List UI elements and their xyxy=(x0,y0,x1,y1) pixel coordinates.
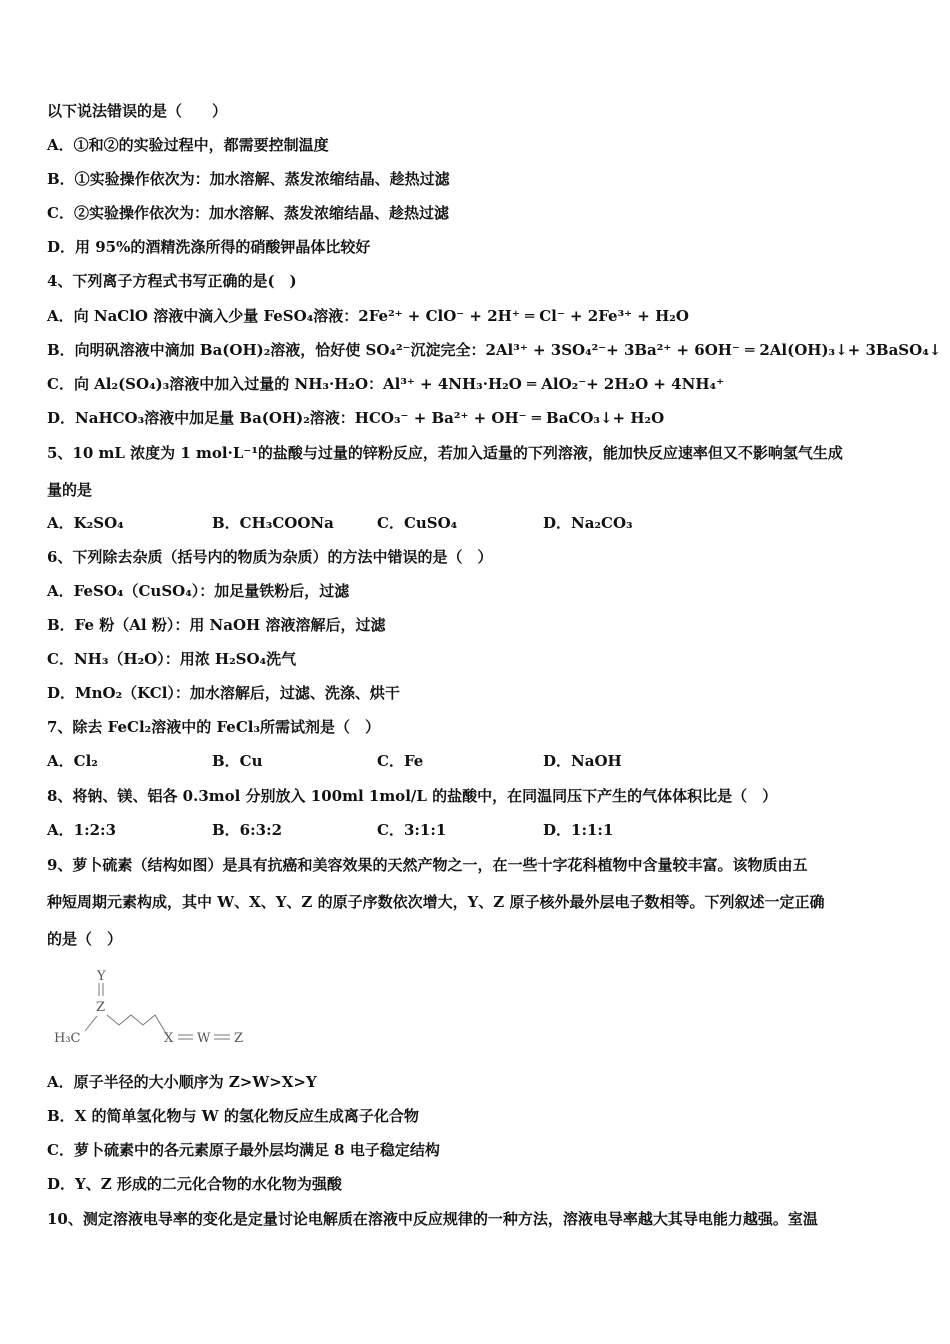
q4-option-c: C．向 Al₂(SO₄)₃溶液中加入过量的 NH₃·H₂O：Al³⁺ + 4NH₃·H₂O ═ AlO₂⁻+ 2H₂O + 4NH₄⁺ xyxy=(47,375,724,393)
q3-stem: 以下说法错误的是（ ） xyxy=(47,102,228,120)
q3-option-d: D．用 95%的酒精洗涤所得的硝酸钾晶体比较好 xyxy=(47,238,371,256)
q4-option-b: B．向明矾溶液中滴加 Ba(OH)₂溶液，恰好使 SO₄²⁻沉淀完全：2Al³⁺ + 3SO₄²⁻+ 3Ba²⁺ + 6OH⁻ ═ 2Al(OH)₃↓+ 3BaSO₄↓ xyxy=(47,341,942,359)
q3-option-b: B．①实验操作依次为：加水溶解、蒸发浓缩结晶、趁热过滤 xyxy=(47,170,450,188)
q5-option-a: A．K₂SO₄ xyxy=(47,514,124,532)
atom-y-label: Y xyxy=(97,969,106,984)
q6-option-d: D．MnO₂（KCl）：加水溶解后，过滤、洗涤、烘干 xyxy=(47,684,400,702)
q7-stem: 7、除去 FeCl₂溶液中的 FeCl₃所需试剂是（ ） xyxy=(47,718,381,736)
q9-option-d: D．Y、Z 形成的二元化合物的水化物为强酸 xyxy=(47,1175,342,1193)
q8-option-c: C．3:1:1 xyxy=(377,821,447,839)
q5-option-b: B．CH₃COONa xyxy=(212,514,334,532)
q8-option-d: D．1:1:1 xyxy=(543,821,614,839)
q5-option-d: D．Na₂CO₃ xyxy=(543,514,633,532)
q5-stem-line1: 5、10 mL 浓度为 1 mol·L⁻¹的盐酸与过量的锌粉反应，若加入适量的下列溶液，能加快反应速率但又不影响氢气生成 xyxy=(47,444,843,462)
q7-option-c: C．Fe xyxy=(377,752,424,770)
q6-option-b: B．Fe 粉（Al 粉）：用 NaOH 溶液溶解后，过滤 xyxy=(47,616,386,634)
q4-option-d: D．NaHCO₃溶液中加足量 Ba(OH)₂溶液：HCO₃⁻ + Ba²⁺ + OH⁻ ═ BaCO₃↓+ H₂O xyxy=(47,409,665,427)
q8-option-a: A．1:2:3 xyxy=(47,821,117,839)
sulforaphane-structure-figure xyxy=(52,963,262,1053)
q9-stem-line2: 种短周期元素构成，其中 W、X、Y、Z 的原子序数依次增大，Y、Z 原子核外最外层电子数相等。下列叙述一定正确 xyxy=(47,893,825,911)
carbon-chain xyxy=(107,1015,167,1035)
atom-z-label: Z xyxy=(96,1000,106,1015)
q3-option-a: A．①和②的实验过程中，都需要控制温度 xyxy=(47,136,329,154)
atom-w-label: W xyxy=(197,1031,211,1046)
q4-stem: 4、下列离子方程式书写正确的是( ) xyxy=(47,272,297,290)
q5-stem-line2: 量的是 xyxy=(47,481,93,499)
q5-option-c: C．CuSO₄ xyxy=(377,514,458,532)
q7-option-a: A．Cl₂ xyxy=(47,752,98,770)
q9-option-b: B．X 的简单氢化物与 W 的氢化物反应生成离子化合物 xyxy=(47,1107,419,1125)
q10-stem: 10、测定溶液电导率的变化是定量讨论电解质在溶液中反应规律的一种方法，溶液电导率越大其导电能力越强。室温 xyxy=(47,1210,818,1228)
q6-stem: 6、下列除去杂质（括号内的物质为杂质）的方法中错误的是（ ） xyxy=(47,548,493,566)
q7-option-d: D．NaOH xyxy=(543,752,622,770)
q7-option-b: B．Cu xyxy=(212,752,263,770)
q6-option-a: A．FeSO₄（CuSO₄）：加足量铁粉后，过滤 xyxy=(47,582,350,600)
q9-option-c: C．萝卜硫素中的各元素原子最外层均满足 8 电子稳定结构 xyxy=(47,1141,440,1159)
q8-stem: 8、将钠、镁、铝各 0.3mol 分别放入 100ml 1mol/L 的盐酸中，在同温同压下产生的气体体积比是（ ） xyxy=(47,787,778,805)
atom-z-end-label: Z xyxy=(234,1031,244,1046)
bond-line xyxy=(85,1016,97,1031)
q4-option-a: A．向 NaClO 溶液中滴入少量 FeSO₄溶液：2Fe²⁺ + ClO⁻ + 2H⁺ ═ Cl⁻ + 2Fe³⁺ + H₂O xyxy=(47,307,689,325)
methyl-group-label: H₃C xyxy=(54,1031,81,1046)
q9-stem-line3: 的是（ ） xyxy=(47,930,123,948)
atom-x-label: X xyxy=(164,1031,174,1046)
q8-option-b: B．6:3:2 xyxy=(212,821,283,839)
q6-option-c: C．NH₃（H₂O）：用浓 H₂SO₄洗气 xyxy=(47,650,297,668)
q9-option-a: A．原子半径的大小顺序为 Z>W>X>Y xyxy=(47,1073,317,1091)
q3-option-c: C．②实验操作依次为：加水溶解、蒸发浓缩结晶、趁热过滤 xyxy=(47,204,449,222)
q9-stem-line1: 9、萝卜硫素（结构如图）是具有抗癌和美容效果的天然产物之一，在一些十字花科植物中含量较丰富。该物质由五 xyxy=(47,856,808,874)
